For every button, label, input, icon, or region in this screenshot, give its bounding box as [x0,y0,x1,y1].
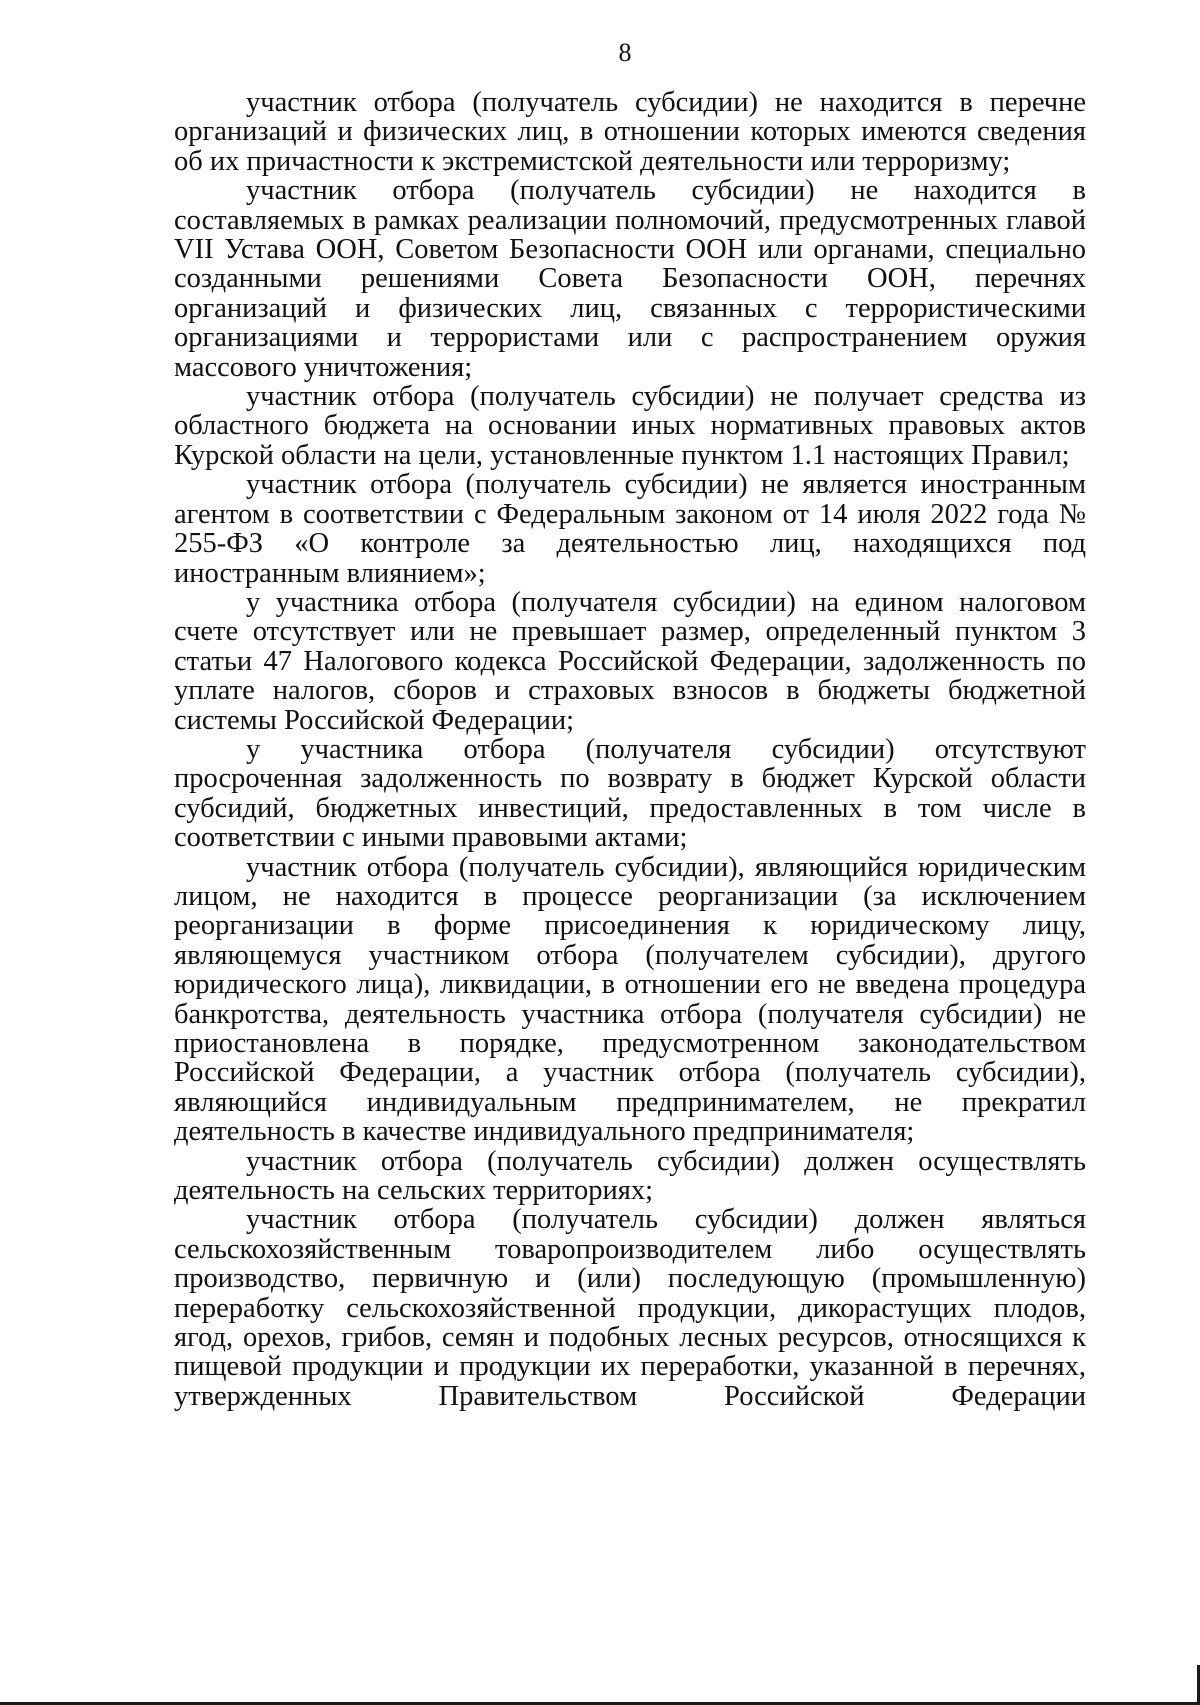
paragraph-foreign-agent: участник отбора (получатель субсидии) не является иностранным агентом в соответствии с Федеральным законом от 14 июля 2022 года № 255-ФЗ «О контроле за деятельностью лиц, находящихся под иностранным влиянием»; [174,469,1086,589]
paragraph-overdue-debt: у участника отбора (получателя субсидии) отсутствуют просроченная задолженность по возврату в бюджет Курской области субсидий, бюджетных инвестиций, предоставленных в том числе в соответствии с иными правовыми актами; [174,733,1086,854]
document-body [174,88,1086,1411]
paragraph-tax-debt: у участника отбора (получателя субсидии) на едином налоговом счете отсутствует или не превышает размер, определенный пунктом 3 статьи 47 Налогового кодекса Российской Федерации, задолженность по уплате налогов, сборов и страховых взносов в бюджеты бюджетной системы Российской Федерации; [174,586,1086,736]
paragraph-regional-budget: участник отбора (получатель субсидии) не получает средства из областного бюджета на основании иных нормативных правовых актов Курской области на цели, установленные пунктом 1.1 настоящих Правил; [174,381,1086,471]
paragraph-rural-territories: участник отбора (получатель субсидии) должен осуществлять деятельность на сельских территориях; [174,1145,1086,1207]
paragraph-reorganization: участник отбора (получатель субсидии), являющийся юридическим лицом, не находится в процессе реорганизации (за исключением реорганизации в форме присоединения к юридическому лицу, являющемуся участником отбора (получателем субсидии), другого юридического лица), ликвидации, в отношении его не введена процедура банкротства, деятельность участника отбора (получателя субсидии) не приостановлена в порядке, предусмотренном законодательством Российской Федерации, а участник отбора (получатель субсидии), являющийся индивидуальным предпринимателем, не прекратил деятельность в качестве индивидуального предпринимателя; [174,851,1086,1148]
paragraph-un-lists: участник отбора (получатель субсидии) не находится в составляемых в рамках реализации полномочий, предусмотренных главой VII Устава ООН, Советом Безопасности ООН или органами, специально созданными решениями Совета Безопасности ООН, перечнях организаций и физических лиц, связанных с террористическими организациями и террористами или с распространением оружия массового уничтожения; [174,175,1086,383]
paragraph-extremism: участник отбора (получатель субсидии) не находится в перечне организаций и физических лиц, в отношении которых имеются сведения об их причастности к экстремистской деятельности или терроризму; [174,87,1086,177]
page-number: 8 [618,38,632,67]
paragraph-agricultural-producer: участник отбора (получатель субсидии) должен являться сельскохозяйственным товаропроизводителем либо осуществлять производство, первичную и (или) последующую (промышленную) переработку сельскохозяйственной продукции, дикорастущих плодов, ягод, орехов, грибов, семян и подобных лесных ресурсов, относящихся к пищевой продукции и продукции их переработки, указанной в перечнях, утвержденных Правительством Российской Федерации [174,1204,1086,1412]
